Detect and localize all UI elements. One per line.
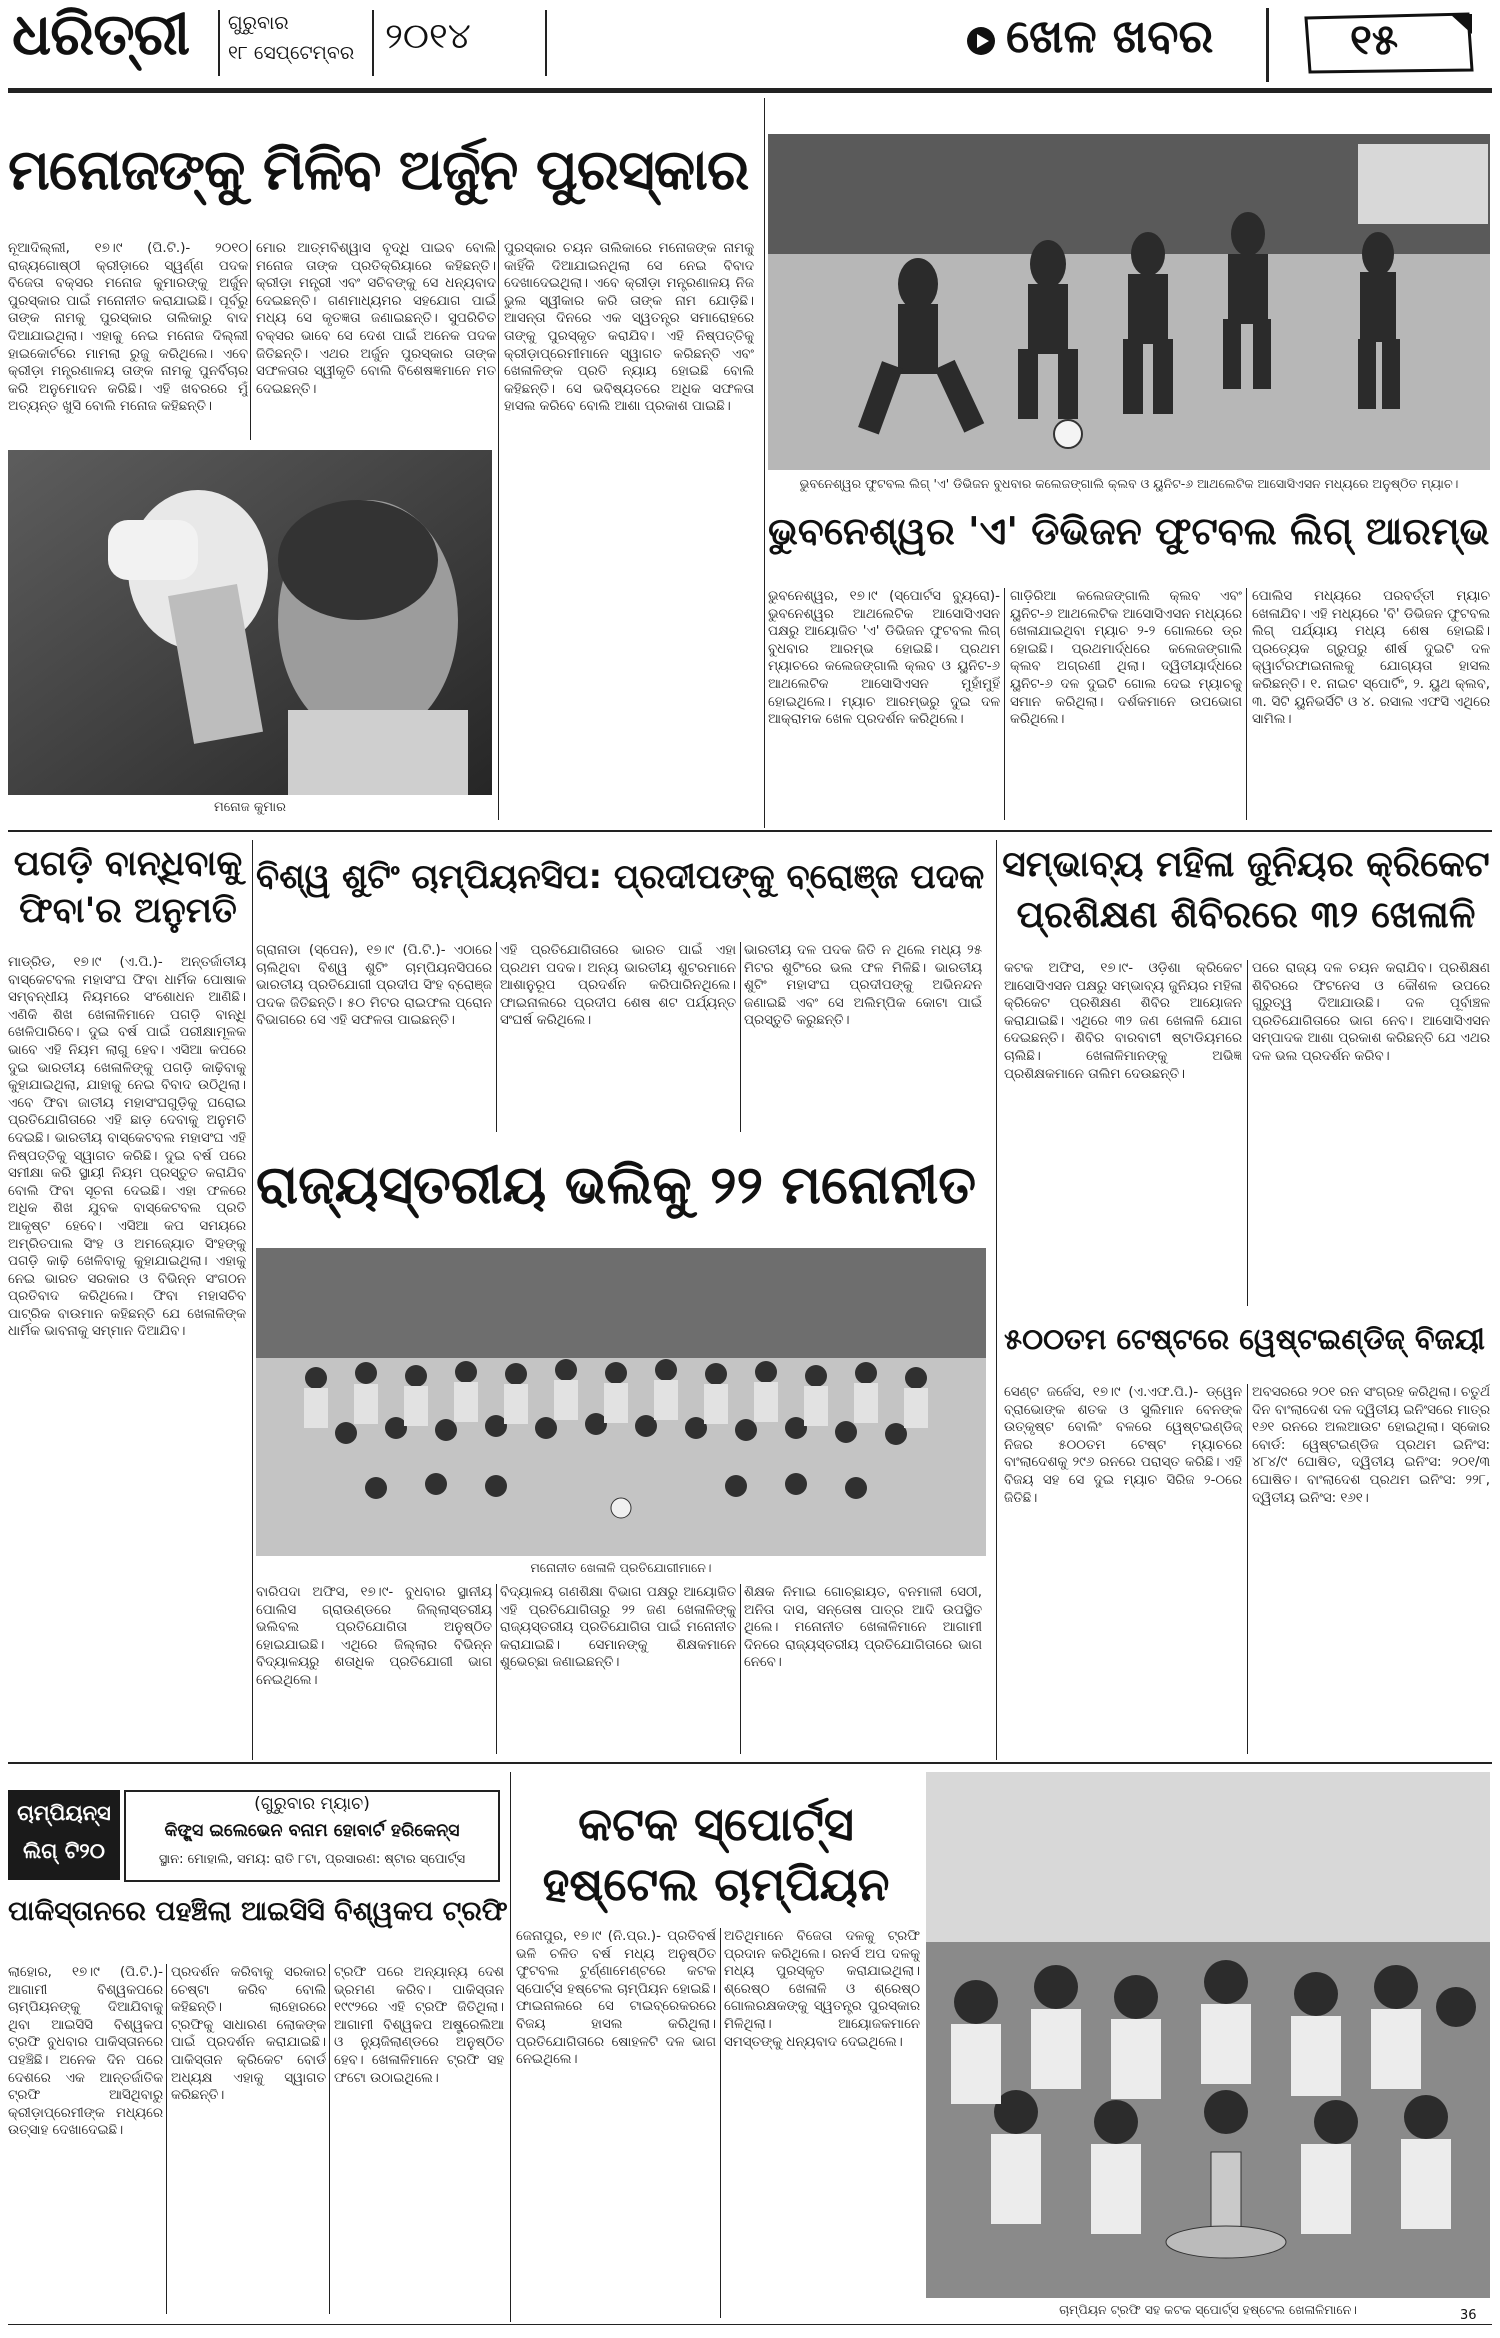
hostel-col2: ଅତିଥିମାନେ ବିଜେତା ଦଳକୁ ଟ୍ରଫି ପ୍ରଦାନ କରିଥିଲେ। ରନର୍ସ ଅପ ଦଳକୁ ମଧ୍ୟ ପୁରସ୍କୃତ କରାଯାଇଥିଲା। ଶ୍ରେଷ୍ଠ ଖେଳାଳି ଓ ଶ୍ରେଷ୍ଠ ଗୋଲରକ୍ଷକଙ୍କୁ ସ୍ୱତନ୍ତ୍ର ପୁରସ୍କାର ମିଳିଥିଲା। ଆୟୋଜକମାନେ ସମସ୍ତଙ୍କୁ ଧନ୍ୟବାଦ ଦେଇଥିଲେ। <box>724 1929 920 2050</box>
west-indies-col1: ସେଣ୍ଟ ଜର୍ଜେସ, ୧୭।୯ (ଏ.ଏଫ.ପି.)- ଡ୍ୱେନ ବ୍ରାଭୋଙ୍କ ଶତକ ଓ ସୁଲିମାନ ବେନଙ୍କ ଉତ୍କୃଷ୍ଟ ବୋଲିଂ ବଳରେ ୱେଷ୍ଟଇଣ୍ଡିଜ୍ ନିଜର ୫୦୦ତମ ଟେଷ୍ଟ ମ୍ୟାଚରେ ବାଂଲାଦେଶକୁ ୨୯୬ ରନରେ ପରାସ୍ତ କରିଛି। ଏହି ବିଜୟ ସହ ସେ ଦୁଇ ମ୍ୟାଚ ସିରିଜ ୨-୦ରେ ଜିତିଛି। <box>1004 1385 1242 1506</box>
team-photo <box>256 1248 986 1556</box>
boxer-photo-caption: ମନୋଜ କୁମାର <box>214 800 286 815</box>
state-team-col2: ବିଦ୍ୟାଳୟ ଗଣଶିକ୍ଷା ବିଭାଗ ପକ୍ଷରୁ ଆୟୋଜିତ ଏହି ପ୍ରତିଯୋଗିତାରୁ ୨୨ ଜଣ ଖେଳାଳିଙ୍କୁ ରାଜ୍ୟସ୍ତରୀୟ ପ୍ରତିଯୋଗିତା ପାଇଁ ମନୋନୀତ କରାଯାଇଛି। ସେମାନଙ୍କୁ ଶିକ୍ଷକମାନେ ଶୁଭେଚ୍ଛା ଜଣାଇଛନ୍ତି। <box>500 1585 736 1671</box>
shooting-col2: ଏହି ପ୍ରତିଯୋଗିତାରେ ଭାରତ ପାଇଁ ଏହା ପ୍ରଥମ ପଦକ। ଅନ୍ୟ ଭାରତୀୟ ଶୁଟରମାନେ ଆଶାନୁରୂପ ପ୍ରଦର୍ଶନ କରିପାରିନଥିଲେ। ଫାଇନାଲରେ ପ୍ରଦୀପ ଶେଷ ଶଟ ପର୍ଯ୍ୟନ୍ତ ସଂଘର୍ଷ କରିଥିଲେ। <box>500 943 736 1029</box>
hostel-col1: ଜେନାପୁର, ୧୭।୯ (ନି.ପ୍ର.)- ପ୍ରତିବର୍ଷ ଭଳି ଚଳିତ ବର୍ଷ ମଧ୍ୟ ଅନୁଷ୍ଠିତ ଫୁଟବଲ ଟୁର୍ଣ୍ଣାମେଣ୍ଟରେ କଟକ ସ୍ପୋର୍ଟ୍ସ ହଷ୍ଟେଲ ଚାମ୍ପିୟନ ହୋଇଛି। ଫାଇନାଲରେ ସେ ଟାଇବ୍ରେକରରେ ବିଜୟ ହାସଲ କରିଥିଲା। ପ୍ରତିଯୋଗିତାରେ ଷୋହଳଟି ଦଳ ଭାଗ ନେଇଥିଲେ। <box>516 1929 716 2068</box>
pakistan-col3: ଟ୍ରଫି ପରେ ଅନ୍ୟାନ୍ୟ ଦେଶ ଭ୍ରମଣ କରିବ। ପାକିସ୍ତାନ ୧୯୯୨ରେ ଏହି ଟ୍ରଫି ଜିତିଥିଲା। ଆଗାମୀ ବିଶ୍ୱକପ ଅଷ୍ଟ୍ରେଲିଆ ଓ ନ୍ୟୁଜିଲାଣ୍ଡରେ ଅନୁଷ୍ଠିତ ହେବ। ଖେଳାଳିମାନେ ଟ୍ରଫି ସହ ଫଟୋ ଉଠାଇଥିଲେ। <box>334 1965 504 2086</box>
hostel-headline-line2: ହଷ୍ଟେଲ ଚାମ୍ପିୟନ <box>542 1857 890 1911</box>
page-number: ୧୫ <box>1350 15 1399 64</box>
women-cricket-headline-line1: ସମ୍ଭାବ୍ୟ ମହିଳା ଜୁନିୟର କ୍ରିକେଟ <box>1002 844 1490 885</box>
date: ୧୮ ସେପ୍ଟେମ୍ବର <box>228 42 355 64</box>
lead-col3: ପୁରସ୍କାର ଚୟନ ତାଲିକାରେ ମନୋଜଙ୍କ ନାମକୁ କାହିଁକି ଦିଆଯାଇନଥିଲା ସେ ନେଇ ବିବାଦ ଦେଖାଦେଇଥିଲା। ଏବେ କ୍ରୀଡ଼ା ମନ୍ତ୍ରଣାଳୟ ନିଜ ଭୁଲ ସ୍ୱୀକାର କରି ତାଙ୍କ ନାମ ଯୋଡ଼ିଛି। ଆସନ୍ତା ଦିନରେ ଏକ ସ୍ୱତନ୍ତ୍ର ସମାରୋହରେ ତାଙ୍କୁ ପୁରସ୍କୃତ କରାଯିବ। ଏହି ନିଷ୍ପତ୍ତିକୁ କ୍ରୀଡ଼ାପ୍ରେମୀମାନେ ସ୍ୱାଗତ କରିଛନ୍ତି ଏବଂ ଖେଳାଳିଙ୍କ ପ୍ରତି ନ୍ୟାୟ ହୋଇଛି ବୋଲି କହିଛନ୍ତି। ସେ ଭବିଷ୍ୟତରେ ଅଧିକ ସଫଳତା ହାସଲ କରିବେ ବୋଲି ଆଶା ପ୍ରକାଶ ପାଇଛି। <box>504 241 754 415</box>
turban-headline-line1: ପଗଡ଼ି ବାନ୍ଧିବାକୁ <box>13 844 243 884</box>
footer-page-no: 36 <box>1460 2308 1477 2323</box>
west-indies-headline: ୫୦୦ତମ ଟେଷ୍ଟରେ ୱେଷ୍ଟଇଣ୍ଡିଜ୍ ବିଜୟୀ <box>1004 1322 1485 1356</box>
boxer-photo <box>8 450 492 795</box>
hostel-photo <box>926 1772 1490 2298</box>
football-photo <box>768 134 1490 470</box>
pakistan-headline: ପାକିସ୍ତାନରେ ପହଞ୍ଚିଲା ଆଇସିସି ବିଶ୍ୱକପ ଟ୍ରଫି <box>8 1896 508 1927</box>
lead-headline: ମନୋଜଙ୍କୁ ମିଳିବ ଅର୍ଜୁନ ପୁରସ୍କାର <box>8 138 749 203</box>
pakistan-col1: ଲାହୋର, ୧୭।୯ (ପି.ଟି.)- ଆଗାମୀ ବିଶ୍ୱକପରେ ଚାମ୍ପିୟନଙ୍କୁ ଦିଆଯିବାକୁ ଥିବା ଆଇସିସି ବିଶ୍ୱକପ ଟ୍ରଫି ବୁଧବାର ପାକିସ୍ତାନରେ ପହଞ୍ଚିଛି। ଅନେକ ଦିନ ପରେ ଦେଶରେ ଏକ ଆନ୍ତର୍ଜାତିକ ଟ୍ରଫି ଆସିଥିବାରୁ କ୍ରୀଡ଼ାପ୍ରେମୀଙ୍କ ମଧ୍ୟରେ ଉତ୍ସାହ ଦେଖାଦେଇଛି। <box>8 1965 163 2139</box>
weekday: ଗୁରୁବାର <box>228 12 289 34</box>
clt20-match-day: (ଗୁରୁବାର ମ୍ୟାଚ) <box>254 1794 370 1814</box>
women-cricket-col1: କଟକ ଅଫିସ, ୧୭।୯- ଓଡ଼ିଶା କ୍ରିକେଟ ଆସୋସିଏସନ ପକ୍ଷରୁ ସମ୍ଭାବ୍ୟ ଜୁନିୟର ମହିଳା କ୍ରିକେଟ ପ୍ରଶିକ୍ଷଣ ଶିବିର ଆୟୋଜନ କରାଯାଇଛି। ଏଥିରେ ୩୨ ଜଣ ଖେଳାଳି ଯୋଗ ଦେଇଛନ୍ତି। ଶିବିର ବାରବାଟୀ ଷ୍ଟାଡିୟମରେ ଚାଲିଛି। ଖେଳାଳିମାନଙ୍କୁ ଅଭିଜ୍ଞ ପ୍ରଶିକ୍ଷକମାନେ ତାଲିମ ଦେଉଛନ୍ତି। <box>1004 961 1242 1082</box>
football-col3: ପୋଲିସ ମଧ୍ୟରେ ପରବର୍ତ୍ତୀ ମ୍ୟାଚ ଖେଳାଯିବ। ଏହି ମଧ୍ୟରେ 'ବି' ଡିଭିଜନ ଫୁଟବଲ ଲିଗ୍ ପର୍ଯ୍ୟାୟ ମଧ୍ୟ ଶେଷ ହୋଇଛି। ପ୍ରତ୍ୟେକ ଗ୍ରୁପରୁ ଶୀର୍ଷ ଦୁଇଟି ଦଳ କ୍ୱାର୍ଟରଫାଇନାଲକୁ ଯୋଗ୍ୟତା ହାସଲ କରିଛନ୍ତି। ୧. ନାଇଟ ସ୍ପୋର୍ଟିଂ, ୨. ୟୁଥ କ୍ଲବ, ୩. ସିଟି ୟୁନିଭର୍ସିଟି ଓ ୪. ରସାଲ ଏଫସି ଏଥିରେ ସାମିଲ। <box>1252 589 1490 728</box>
turban-headline-line2: ଫିବା'ର ଅନୁମତି <box>19 891 237 931</box>
clt20-title-line1: ଚାମ୍ପିୟନ୍ସ <box>17 1801 111 1825</box>
shooting-col3: ଭାରତୀୟ ଦଳ ପଦକ ଜିତି ନ ଥିଲେ ମଧ୍ୟ ୨୫ ମିଟର ଶୁଟିଂରେ ଭଲ ଫଳ ମିଳିଛି। ଭାରତୀୟ ଶୁଟିଂ ମହାସଂଘ ପ୍ରଦୀପଙ୍କୁ ଅଭିନନ୍ଦନ ଜଣାଇଛି ଏବଂ ସେ ଅଲିମ୍ପିକ କୋଟା ପାଇଁ ପ୍ରସ୍ତୁତି କରୁଛନ୍ତି। <box>744 943 982 1029</box>
state-team-headline: ରାଜ୍ୟସ୍ତରୀୟ ଭଲିକୁ ୨୨ ମନୋନୀତ <box>256 1155 977 1216</box>
hostel-headline-line1: କଟକ ସ୍ପୋର୍ଟ୍ସ <box>578 1797 854 1851</box>
hostel-photo-caption: ଚାମ୍ପିୟନ ଟ୍ରଫି ସହ କଟକ ସ୍ପୋର୍ଟ୍ସ ହଷ୍ଟେଲ ଖେଳାଳିମାନେ। <box>1059 2302 1357 2317</box>
lead-col2: ମୋର ଆତ୍ମବିଶ୍ୱାସ ବୃଦ୍ଧି ପାଇବ ବୋଲି ମନୋଜ ତାଙ୍କ ପ୍ରତିକ୍ରିୟାରେ କହିଛନ୍ତି। କ୍ରୀଡ଼ା ମନ୍ତ୍ରୀ ଏବଂ ସଚିବଙ୍କୁ ସେ ଧନ୍ୟବାଦ ଦେଇଛନ୍ତି। ଗଣମାଧ୍ୟମର ସହଯୋଗ ପାଇଁ ମଧ୍ୟ ସେ କୃତଜ୍ଞତା ଜଣାଇଛନ୍ତି। ସୁପରିଚିତ ବକ୍ସର ଭାବେ ସେ ଦେଶ ପାଇଁ ଅନେକ ପଦକ ଜିତିଛନ୍ତି। ଏଥର ଅର୍ଜୁନ ପୁରସ୍କାର ତାଙ୍କ ସଫଳତାର ସ୍ୱୀକୃତି ବୋଲି ବିଶେଷଜ୍ଞମାନେ ମତ ଦେଇଛନ୍ତି। <box>256 241 496 397</box>
pakistan-col2: ପ୍ରଦର୍ଶନ କରିବାକୁ ସରକାର ଚେଷ୍ଟା କରିବ ବୋଲି କହିଛନ୍ତି। ଲାହୋରରେ ଟ୍ରଫିକୁ ସାଧାରଣ ଲୋକଙ୍କ ପାଇଁ ପ୍ରଦର୍ଶନ କରାଯାଇଛି। ପାକିସ୍ତାନ କ୍ରିକେଟ ବୋର୍ଡ ଅଧ୍ୟକ୍ଷ ଏହାକୁ ସ୍ୱାଗତ କରିଛନ୍ତି। <box>171 1965 326 2104</box>
football-headline: ଭୁବନେଶ୍ୱର 'ଏ' ଡିଭିଜନ ଫୁଟବଲ ଲିଗ୍ ଆରମ୍ଭ <box>768 509 1490 553</box>
lead-col1: ନୂଆଦିଲ୍ଲୀ, ୧୭।୯ (ପି.ଟି.)- ୨୦୧୦ ରାଜ୍ୟଗୋଷ୍ଠୀ କ୍ରୀଡ଼ାରେ ସ୍ୱର୍ଣ୍ଣ ପଦକ ବିଜେତା ବକ୍ସର ମନୋଜ କୁମାରଙ୍କୁ ଅର୍ଜୁନ ପୁରସ୍କାର ପାଇଁ ମନୋନୀତ କରାଯାଇଛି। ପୂର୍ବରୁ ତାଙ୍କ ନାମକୁ ପୁରସ୍କାର ତାଲିକାରୁ ବାଦ ଦିଆଯାଇଥିଲା। ଏହାକୁ ନେଇ ମନୋଜ ଦିଲ୍ଲୀ ହାଇକୋର୍ଟରେ ମାମଲା ରୁଜୁ କରିଥିଲେ। ଏବେ କ୍ରୀଡ଼ା ମନ୍ତ୍ରଣାଳୟ ତାଙ୍କ ନାମକୁ ପୁନର୍ବିଚାର କରି ଅନୁମୋଦନ କରିଛି। ଏହି ଖବରରେ ମୁଁ ଅତ୍ୟନ୍ତ ଖୁସି ବୋଲି ମନୋଜ କହିଛନ୍ତି। <box>8 241 248 415</box>
football-photo-caption: ଭୁବନେଶ୍ୱର ଫୁଟବଲ ଲିଗ୍ 'ଏ' ଡିଭିଜନ ବୁଧବାର କଲେଜଙ୍ଗାଲି କ୍ଲବ ଓ ୟୁନିଟ-୬ ଆଥଲେଟିକ ଆସୋସିଏସନ ମଧ୍ୟରେ ଅନୁଷ୍ଠିତ ମ୍ୟାଚ। <box>799 476 1459 491</box>
section-title: ଖେଳ ଖବର <box>1006 9 1214 63</box>
women-cricket-col2: ପରେ ରାଜ୍ୟ ଦଳ ଚୟନ କରାଯିବ। ପ୍ରଶିକ୍ଷଣ ଶିବିରରେ ଫିଟନେସ ଓ କୌଶଳ ଉପରେ ଗୁରୁତ୍ୱ ଦିଆଯାଉଛି। ଦଳ ପୂର୍ବାଞ୍ଚଳ ପ୍ରତିଯୋଗିତାରେ ଭାଗ ନେବ। ଆସୋସିଏସନ ସମ୍ପାଦକ ଆଶା ପ୍ରକାଶ କରିଛନ୍ତି ଯେ ଏଥର ଦଳ ଭଲ ପ୍ରଦର୍ଶନ କରିବ। <box>1252 961 1490 1064</box>
clt20-title-line2: ଲିଗ୍ ଟି୨୦ <box>23 1839 105 1863</box>
play-circle-icon <box>966 26 996 56</box>
paper-logo: ଧରିତ୍ରୀ <box>12 0 190 68</box>
team-photo-caption: ମନୋନୀତ ଖେଳାଳି ପ୍ରତିଯୋଗୀମାନେ। <box>530 1560 712 1575</box>
clt20-match: କିଙ୍ଗ୍ସ ଇଲେଭେନ ବନାମ ହୋବାର୍ଟ ହରିକେନ୍ସ <box>164 1821 460 1841</box>
state-team-col1: ବାରିପଦା ଅଫିସ, ୧୭।୯- ବୁଧବାର ସ୍ଥାନୀୟ ପୋଲିସ ଗ୍ରାଉଣ୍ଡରେ ଜିଲ୍ଲାସ୍ତରୀୟ ଭଲିବଲ ପ୍ରତିଯୋଗିତା ଅନୁଷ୍ଠିତ ହୋଇଯାଇଛି। ଏଥିରେ ଜିଲ୍ଲାର ବିଭିନ୍ନ ବିଦ୍ୟାଳୟରୁ ଶତାଧିକ ପ୍ରତିଯୋଗୀ ଭାଗ ନେଇଥିଲେ। <box>256 1585 492 1688</box>
football-col2: ଗାଡ଼ିରିଆ କଲେଜଙ୍ଗାଲି କ୍ଲବ ଏବଂ ୟୁନିଟ-୬ ଆଥଲେଟିକ ଆସୋସିଏସନ ମଧ୍ୟରେ ଖେଳାଯାଇଥିବା ମ୍ୟାଚ ୨-୨ ଗୋଲରେ ଡ୍ର ହୋଇଛି। ପ୍ରଥମାର୍ଦ୍ଧରେ କଲେଜଙ୍ଗାଲି କ୍ଲବ ଅଗ୍ରଣୀ ଥିଲା। ଦ୍ୱିତୀୟାର୍ଦ୍ଧରେ ୟୁନିଟ-୬ ଦଳ ଦୁଇଟି ଗୋଲ ଦେଇ ମ୍ୟାଚକୁ ସମାନ କରିଥିଲା। ଦର୍ଶକମାନେ ଉପଭୋଗ କରିଥିଲେ। <box>1010 589 1242 728</box>
shooting-headline: ବିଶ୍ୱ ଶୁଟିଂ ଚାମ୍ପିୟନସିପ: ପ୍ରଦୀପଙ୍କୁ ବ୍ରୋଞ୍ଜ ପଦକ <box>256 857 985 897</box>
turban-body: ମାଡ୍ରିଡ, ୧୭।୯ (ଏ.ପି.)- ଅନ୍ତର୍ଜାତୀୟ ବାସ୍କେଟବଲ ମହାସଂଘ ଫିବା ଧାର୍ମିକ ପୋଷାକ ସମ୍ବନ୍ଧୀୟ ନିୟମରେ ସଂଶୋଧନ ଆଣିଛି। ଏଣିକି ଶିଖ ଖେଳାଳିମାନେ ପଗଡ଼ି ବାନ୍ଧି ଖେଳିପାରିବେ। ଦୁଇ ବର୍ଷ ପାଇଁ ପରୀକ୍ଷାମୂଳକ ଭାବେ ଏହି ନିୟମ ଲାଗୁ ହେବ। ଏସିଆ କପରେ ଦୁଇ ଭାରତୀୟ ଖେଳାଳିଙ୍କୁ ପଗଡ଼ି କାଢ଼ିବାକୁ କୁହାଯାଇଥିଲା, ଯାହାକୁ ନେଇ ବିବାଦ ଉଠିଥିଲା। ଏବେ ଫିବା ଜାତୀୟ ମହାସଂଘଗୁଡ଼ିକୁ ଘରୋଇ ପ୍ରତିଯୋଗିତାରେ ଏହି ଛାଡ଼ ଦେବାକୁ ଅନୁମତି ଦେଇଛି। ଭାରତୀୟ ବାସ୍କେଟବଲ ମହାସଂଘ ଏହି ନିଷ୍ପତ୍ତିକୁ ସ୍ୱାଗତ କରିଛି। ଦୁଇ ବର୍ଷ ପରେ ସମୀକ୍ଷା କରି ସ୍ଥାୟୀ ନିୟମ ପ୍ରସ୍ତୁତ କରାଯିବ ବୋଲି ଫିବା ସୂଚନା ଦେଇଛି। ଏହା ଫଳରେ ଅଧିକ ଶିଖ ଯୁବକ ବାସ୍କେଟବଲ ପ୍ରତି ଆକୃଷ୍ଟ ହେବେ। ଏସିଆ କପ ସମୟରେ ଅମ୍ରିତପାଲ ସିଂହ ଓ ଅମଜ୍ୟୋତ ସିଂହଙ୍କୁ ପଗଡ଼ି କାଢ଼ି ଖେଳିବାକୁ କୁହାଯାଇଥିଲା। ଏହାକୁ ନେଇ ଭାରତ ସରକାର ଓ ବିଭିନ୍ନ ସଂଗଠନ ପ୍ରତିବାଦ କରିଥିଲେ। ଫିବା ମହାସଚିବ ପାଟ୍ରିକ ବାଉମାନ କହିଛନ୍ତି ଯେ ଖେଳାଳିଙ୍କ ଧାର୍ମିକ ଭାବନାକୁ ସମ୍ମାନ ଦିଆଯିବ। <box>8 955 246 1340</box>
football-col1: ଭୁବନେଶ୍ୱର, ୧୭।୯ (ସ୍ପୋର୍ଟସ ବ୍ୟୁରୋ)- ଭୁବନେଶ୍ୱର ଆଥଲେଟିକ ଆସୋସିଏସନ ପକ୍ଷରୁ ଆୟୋଜିତ 'ଏ' ଡିଭିଜନ ଫୁଟବଲ ଲିଗ୍ ବୁଧବାର ଆରମ୍ଭ ହୋଇଛି। ପ୍ରଥମ ମ୍ୟାଚରେ କଲେଜଙ୍ଗାଲି କ୍ଲବ ଓ ୟୁନିଟ-୬ ଆଥଲେଟିକ ଆସୋସିଏସନ ମୁହାଁମୁହିଁ ହୋଇଥିଲେ। ମ୍ୟାଚ ଆରମ୍ଭରୁ ଦୁଇ ଦଳ ଆକ୍ରାମକ ଖେଳ ପ୍ରଦର୍ଶନ କରିଥିଲେ। <box>768 589 1000 728</box>
shooting-col1: ଗ୍ରାନାଡା (ସ୍ପେନ), ୧୭।୯ (ପି.ଟି.)- ଏଠାରେ ଚାଲିଥିବା ବିଶ୍ୱ ଶୁଟିଂ ଚାମ୍ପିୟନସିପରେ ଭାରତୀୟ ପ୍ରତିଯୋଗୀ ପ୍ରଦୀପ ସିଂହ ବ୍ରୋଞ୍ଜ ପଦକ ଜିତିଛନ୍ତି। ୫୦ ମିଟର ରାଇଫଲ ପ୍ରୋନ ବିଭାଗରେ ସେ ଏହି ସଫଳତା ପାଇଛନ୍ତି। <box>256 943 492 1029</box>
women-cricket-headline-line2: ପ୍ରଶିକ୍ଷଣ ଶିବିରରେ ୩୨ ଖେଳାଳି <box>1016 893 1476 936</box>
state-team-col3: ଶିକ୍ଷକ ନିମାଇ ଗୋଚ୍ଛାୟତ, ବନମାଳୀ ସେଠୀ, ଅନିତା ଦାସ, ସନ୍ତୋଷ ପାତ୍ର ଆଦି ଉପସ୍ଥିତ ଥିଲେ। ମନୋନୀତ ଖେଳାଳିମାନେ ଆଗାମୀ ଦିନରେ ରାଜ୍ୟସ୍ତରୀୟ ପ୍ରତିଯୋଗିତାରେ ଭାଗ ନେବେ। <box>744 1585 982 1671</box>
west-indies-col2: ଅବସରରେ ୨୦୧ ରନ ସଂଗ୍ରହ କରିଥିଲା। ଚତୁର୍ଥ ଦିନ ବାଂଲାଦେଶ ଦଳ ଦ୍ୱିତୀୟ ଇନିଂସରେ ମାତ୍ର ୧୬୧ ରନରେ ଅଲଆଉଟ ହୋଇଥିଲା। ସ୍କୋର ବୋର୍ଡ: ୱେଷ୍ଟଇଣ୍ଡିଜ ପ୍ରଥମ ଇନିଂସ: ୪୮୪/୯ ଘୋଷିତ, ଦ୍ୱିତୀୟ ଇନିଂସ: ୨୦୧/୩ ଘୋଷିତ। ବାଂଲାଦେଶ ପ୍ରଥମ ଇନିଂସ: ୨୨୮, ଦ୍ୱିତୀୟ ଇନିଂସ: ୧୬୧। <box>1252 1385 1490 1506</box>
clt20-details: ସ୍ଥାନ: ମୋହାଲି, ସମୟ: ରାତି ୮ଟା, ପ୍ରସାରଣ: ଷ୍ଟାର ସ୍ପୋର୍ଟ୍ସ <box>158 1852 466 1867</box>
year: ୨୦୧୪ <box>385 16 471 57</box>
